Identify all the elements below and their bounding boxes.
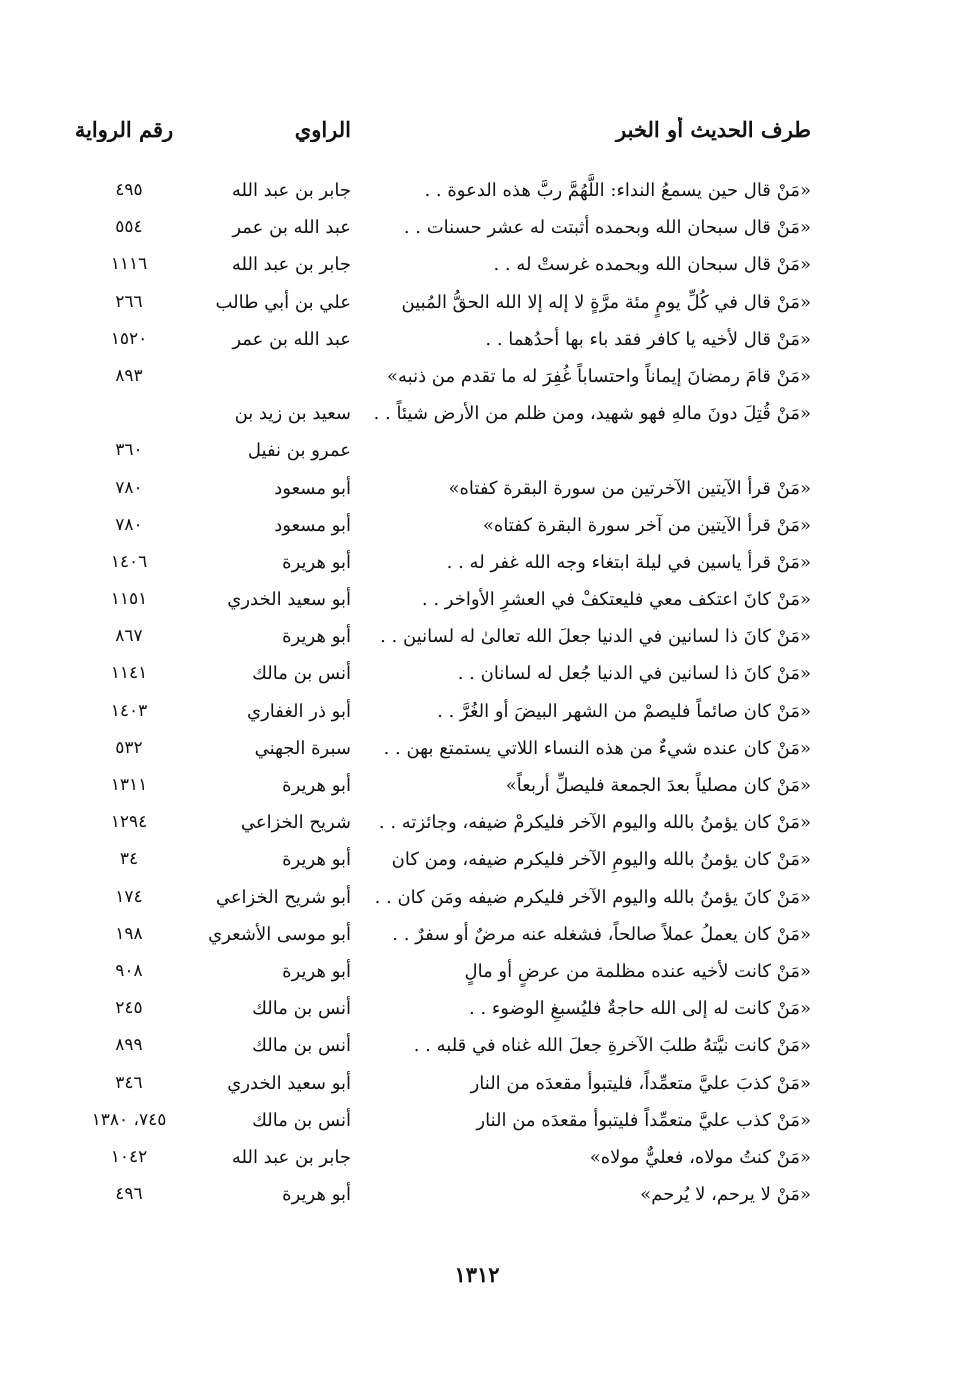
table-row [0, 544, 954, 581]
table-header [0, 117, 954, 161]
narration-number: ٧٨٠ [115, 477, 143, 498]
narration-number: ٨٩٣ [115, 365, 143, 386]
header-number: رقم الرواية [74, 117, 174, 142]
narration-number: ٣٤ [119, 849, 139, 870]
narration-number: ١٣١١ [110, 775, 148, 795]
table-row [0, 507, 954, 544]
table-row [0, 432, 954, 469]
narrator-name: أبو سعيد الخدري [227, 589, 351, 611]
hadith-text: «مَنْ لا يرحم، لا يُرحم» [640, 1184, 811, 1206]
narrator-name: جابر بن عبد الله [231, 180, 351, 201]
hadith-text: «مَنْ قال في كُلِّ يومٍ مئة مرَّةٍ لا إله إلا الله الحقُّ المُبين [401, 291, 811, 313]
hadith-text: «مَنْ كانَ يؤمنُ بالله واليوم الآخر فليكرم ضيفه ومَن كان . . [374, 886, 811, 908]
narration-number: ٤٩٥ [115, 180, 143, 200]
narrator-name: أنس بن مالك [252, 1035, 351, 1057]
narrator-name: أبو شريح الخزاعي [215, 886, 351, 908]
narrator-name: أبو هريرة [282, 775, 351, 796]
narration-number: ١١٥١ [110, 589, 148, 610]
narrator-name: علي بن أبي طالب [215, 291, 351, 313]
table-row [0, 246, 954, 283]
hadith-text: «مَنْ كان يؤمنُ بالله واليوم الآخر فليكرمْ ضيفه، وجائزته . . [378, 812, 811, 834]
hadith-text: «مَنْ كذبَ عليَّ متعمِّداً، فليتبوأ مقعدَه من النار [470, 1072, 811, 1094]
table-row [0, 1102, 954, 1139]
narrator-name: أبو هريرة [282, 849, 351, 871]
hadith-text: «مَنْ قال لأخيه يا كافر فقد باء بها أحدُهما . . [485, 328, 811, 350]
narration-number: ٤٩٦ [115, 1184, 143, 1205]
table-row [0, 470, 954, 507]
page-number: ١٣١٢ [454, 1262, 500, 1287]
hadith-text: «مَنْ قامَ رمضانَ إيماناً واحتساباً غُفِرَ له ما تقدم من ذنبه» [386, 365, 811, 387]
narration-number: ٧٤٥، ١٣٨٠ [91, 1109, 167, 1130]
narration-number: ١٠٤٢ [110, 1146, 148, 1167]
hadith-text: «مَنْ كان صائماً فليصمْ من الشهر البيضَ أو الغُرَّ . . [437, 700, 811, 722]
narration-number: ١٧٤ [115, 886, 143, 907]
hadith-text: «مَنْ كذب عليَّ متعمِّداً فليتبوأ مقعدَه من النار [476, 1109, 811, 1131]
hadith-text: «مَنْ كانت نيَّتهُ طلبَ الآخرةِ جعلَ الله غناه في قلبه . . [413, 1035, 811, 1057]
narrator-name: أبو هريرة [282, 1184, 351, 1206]
narration-number: ٧٨٠ [115, 514, 143, 535]
narrator-name: أبو ذر الغفاري [246, 700, 351, 722]
narration-number: ٥٥٤ [115, 217, 143, 238]
hadith-text: «مَنْ كان يؤمنُ بالله واليومِ الآخر فليكرم ضيفه، ومن كان [391, 849, 811, 871]
table-row [0, 618, 954, 655]
hadith-text: «مَنْ قرأ الآيتين الآخرتين من سورة البقرة كفتاه» [448, 477, 811, 499]
header-hadith: طرف الحديث أو الخبر [616, 117, 811, 142]
narrator-name: عبد الله بن عمر [232, 217, 351, 239]
narration-number: ٥٣٢ [115, 737, 143, 758]
table-row [0, 693, 954, 730]
hadith-text: «مَنْ كانت له إلى الله حاجةٌ فليُسبغِ الوضوء . . [468, 998, 811, 1020]
narrator-name: عمرو بن نفيل [247, 440, 351, 462]
hadith-text: «مَنْ كانت لأخيه عنده مظلمة من عرضٍ أو مالٍ [464, 960, 811, 982]
table-row [0, 284, 954, 321]
header-narrator: الراوي [294, 117, 351, 142]
narration-number: ٨٩٩ [115, 1035, 143, 1056]
narration-number: ١٢٩٤ [110, 812, 148, 833]
table-row [0, 730, 954, 767]
table-row [0, 767, 954, 804]
narrator-name: أنس بن مالك [252, 663, 351, 685]
narrator-name: سبرة الجهني [254, 737, 351, 759]
narrator-name: أبو هريرة [282, 626, 351, 648]
narrator-name: أبو مسعود [274, 477, 351, 499]
table-row [0, 916, 954, 953]
narration-number: ١٩٨ [115, 923, 143, 944]
hadith-text: «مَنْ قُتِلَ دونَ مالهِ فهو شهيد، ومن ظلم من الأرض شيئاً . . [373, 403, 811, 425]
narrator-name: أبو هريرة [282, 551, 351, 573]
hadith-text: «مَنْ كنتُ مولاه، فعليٌّ مولاه» [589, 1146, 811, 1168]
table-body [0, 172, 954, 1213]
hadith-text: «مَنْ كان عنده شيءٌ من هذه النساء اللاتي يستمتع بهن . . [383, 737, 811, 759]
hadith-text: «مَنْ قرأ الآيتين من آخر سورة البقرة كفتاه» [482, 514, 811, 536]
narration-number: ١١٤١ [110, 663, 148, 684]
table-row [0, 655, 954, 692]
hadith-text: «مَنْ كان يعملُ عملاً صالحاً، فشغله عنه مرضٌ أو سفرٌ . . [392, 923, 811, 945]
narration-number: ٣٤٦ [115, 1072, 143, 1093]
narration-number: ١١١٦ [110, 254, 148, 275]
table-row [0, 879, 954, 916]
narration-number: ١٤٠٣ [110, 700, 148, 721]
table-row [0, 358, 954, 395]
table-row [0, 581, 954, 618]
narration-number: ٨٦٧ [115, 626, 143, 647]
table-row [0, 1065, 954, 1102]
narrator-name: أنس بن مالك [252, 1109, 351, 1131]
table-row [0, 841, 954, 878]
hadith-text: «مَنْ كانَ اعتكف معي فليعتكفْ في العشرِ الأواخر . . [421, 589, 811, 611]
table-row [0, 1176, 954, 1213]
table-row [0, 1139, 954, 1176]
narrator-name: أبو سعيد الخدري [227, 1072, 351, 1094]
hadith-text: «مَنْ قال حين يسمعُ النداء: اللَّهُمَّ ربَّ هذه الدعوة . . [424, 180, 811, 201]
table-row [0, 990, 954, 1027]
narration-number: ٢٦٦ [115, 291, 143, 312]
narrator-name: أبو مسعود [274, 514, 351, 536]
table-row [0, 1027, 954, 1064]
narrator-name: عبد الله بن عمر [232, 328, 351, 350]
table-row [0, 172, 954, 209]
narrator-name: سعيد بن زيد بن [234, 403, 351, 425]
narration-number: ١٤٠٦ [110, 551, 148, 572]
narrator-name: جابر بن عبد الله [231, 254, 351, 276]
narrator-name: أبو هريرة [282, 960, 351, 982]
table-row [0, 953, 954, 990]
narration-number: ١٥٢٠ [110, 328, 148, 349]
narrator-name: أنس بن مالك [252, 998, 351, 1020]
hadith-text: «مَنْ قال سبحان الله وبحمده أثبتت له عشر حسنات . . [403, 217, 811, 239]
hadith-text: «مَنْ كانَ ذا لسانين في الدنيا جُعل له لسانان . . [457, 663, 811, 685]
table-row [0, 395, 954, 432]
table-row [0, 209, 954, 246]
hadith-text: «مَنْ قال سبحان الله وبحمده غرستْ له . . [493, 254, 811, 276]
table-row [0, 321, 954, 358]
hadith-text: «مَنْ كانَ ذا لسانين في الدنيا جعلَ الله تعالىٰ له لسانين . . [380, 626, 811, 648]
table-row [0, 804, 954, 841]
narration-number: ٣٦٠ [115, 440, 143, 461]
narration-number: ٢٤٥ [115, 998, 143, 1019]
hadith-text: «مَنْ قرأ ياسين في ليلة ابتغاء وجه الله غفر له . . [446, 551, 811, 573]
narration-number: ٩٠٨ [115, 960, 143, 981]
narrator-name: أبو موسى الأشعري [208, 923, 351, 945]
narrator-name: جابر بن عبد الله [231, 1146, 351, 1168]
hadith-text: «مَنْ كان مصلياً بعدَ الجمعة فليصلِّ أربعاً» [505, 775, 811, 796]
narrator-name: شريح الخزاعي [240, 812, 351, 834]
